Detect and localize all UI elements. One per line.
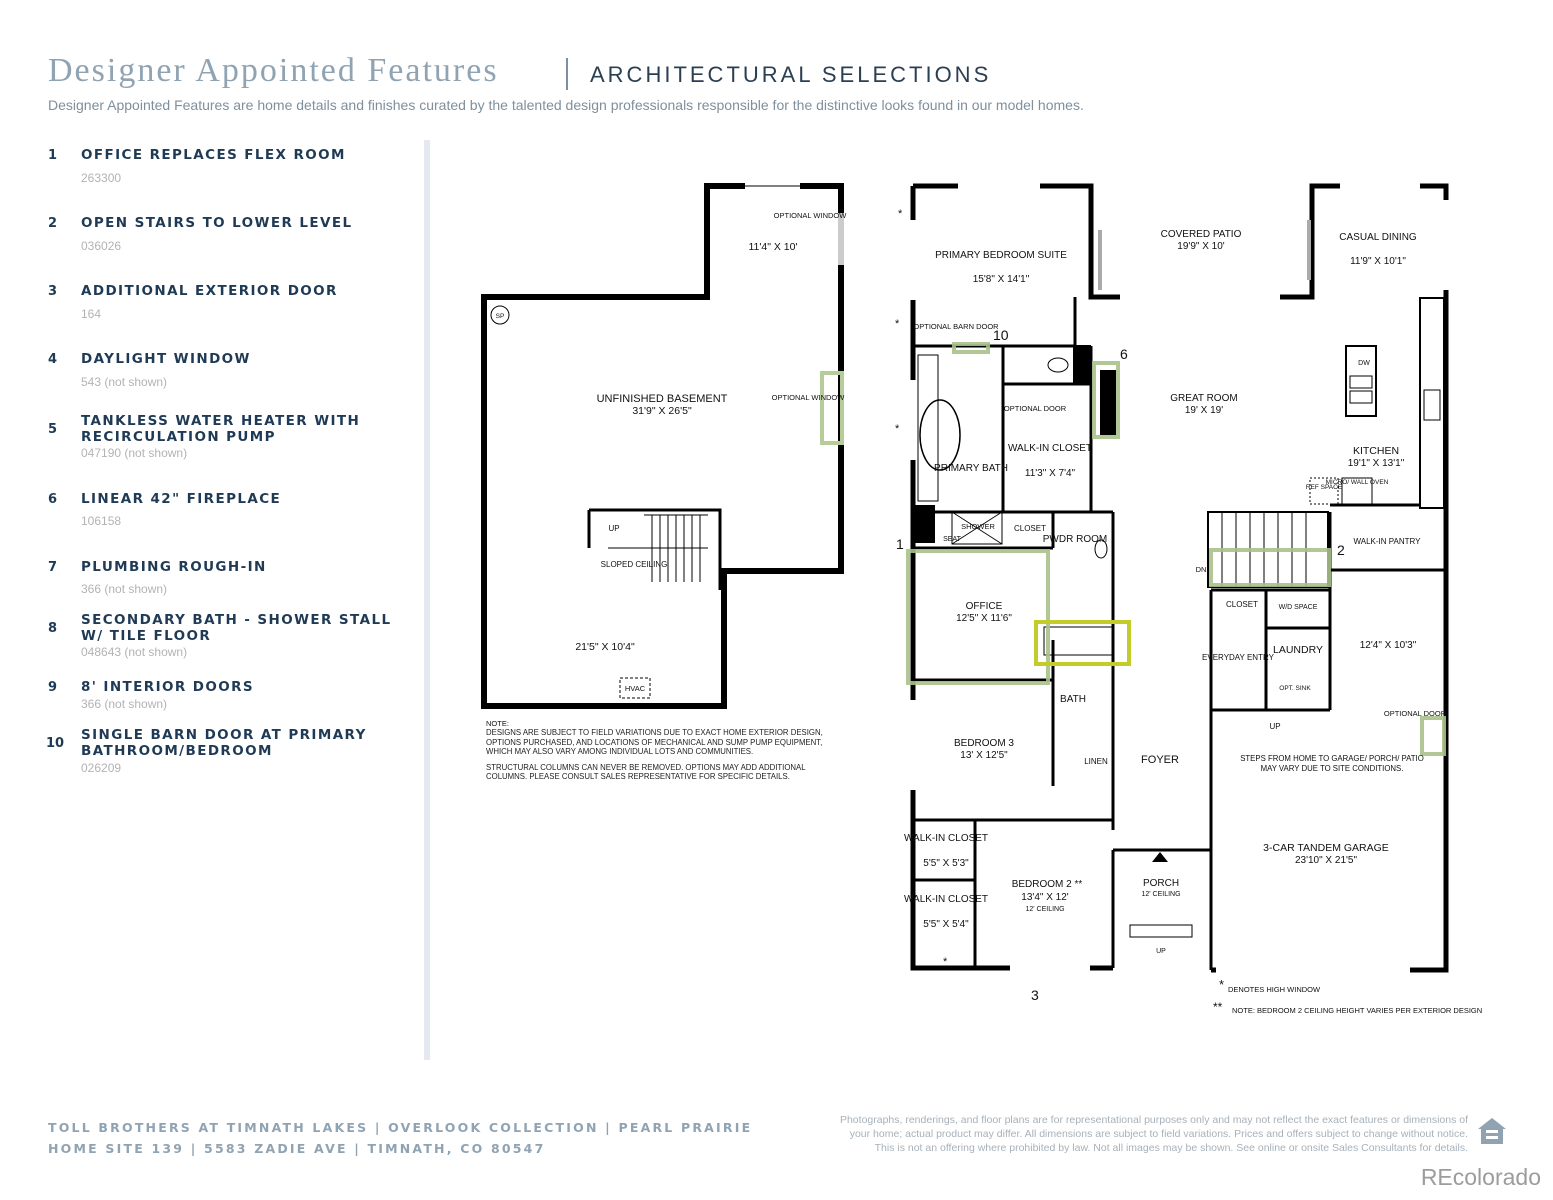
- room-label: COVERED PATIO: [1160, 229, 1242, 240]
- feature-name: DAYLIGHT WINDOW: [81, 351, 251, 367]
- footer-line: TOLL BROTHERS AT TIMNATH LAKES | OVERLOOK COLLECTION | PEARL PRAIRIE: [48, 1120, 753, 1135]
- stairs-down-label: DN: [1195, 565, 1207, 574]
- room-dim: 5'5" X 5'4": [923, 919, 969, 930]
- steps-note-text: STEPS FROM HOME TO GARAGE/ PORCH/ PATIO MAY VARY DUE TO SITE CONDITIONS.: [1240, 754, 1424, 773]
- feature-name: 8' INTERIOR DOORS: [81, 679, 255, 695]
- porch-up-label: UP: [1156, 948, 1166, 955]
- callout-number: 3: [1031, 987, 1039, 1003]
- room-label: OFFICE: [965, 601, 1003, 612]
- dishwasher-label: DW: [1358, 360, 1370, 367]
- optional-window-label: OPTIONAL WINDOW: [771, 393, 845, 402]
- watermark: REcolorado: [1420, 1164, 1541, 1190]
- room-dim: 15'8" X 14'1": [972, 274, 1030, 285]
- stairs-up-label: UP: [608, 524, 620, 533]
- bathtub-icon: [920, 400, 960, 470]
- steps-note: [1232, 754, 1432, 784]
- column-block: [913, 505, 935, 543]
- basement-window-right: [838, 213, 844, 265]
- callout-stairs: [1211, 550, 1329, 585]
- note-text: DESIGNS ARE SUBJECT TO FIELD VARIATIONS DUE TO EXACT HOME EXTERIOR DESIGN, OPTIONS PURCHASED, AND LOCATIONS OF MECHANICAL AND SUMP PUMP EQUIPMENT, WHICH MAY ALSO VARY AMONG INDIVIDUAL LOTS AND COMMUNITIES.: [486, 728, 823, 756]
- basement-stairs: [608, 515, 708, 582]
- feature-name: LINEAR 42" FIREPLACE: [81, 491, 282, 507]
- room-label: PORCH: [1142, 878, 1180, 889]
- wall-oven-label: MICRO/ WALL OVEN: [1325, 479, 1389, 486]
- callout-number: 6: [1120, 346, 1128, 362]
- porch-ceiling-label: 12' CEILING: [1141, 891, 1181, 898]
- room-label: PWDR ROOM: [1042, 534, 1108, 545]
- room-dim: 13' X 12'5": [960, 750, 1008, 761]
- bedroom2-note: NOTE: BEDROOM 2 CEILING HEIGHT VARIES PER EXTERIOR DESIGN: [1232, 1006, 1483, 1015]
- feature-number: 7: [48, 560, 58, 575]
- basement-plan: [484, 186, 841, 706]
- feature-number: 2: [48, 216, 58, 231]
- callout-exterior-door: [1422, 718, 1444, 754]
- basement-bottom-dim: 21'5" X 10'4": [575, 641, 635, 653]
- feature-name: OFFICE REPLACES FLEX ROOM: [81, 147, 346, 163]
- entry-arrow-icon: [1152, 852, 1168, 862]
- room-dim: 19'9" X 10': [1177, 241, 1225, 252]
- feature-code: 026209: [81, 761, 122, 775]
- room-dim: 23'10" X 21'5": [1294, 855, 1358, 866]
- feature-name: PLUMBING ROUGH-IN: [81, 559, 267, 575]
- room-dim: 11'9" X 10'1": [1350, 256, 1406, 267]
- disclaimer-line: This is not an offering where prohibited by law. Not all images may be shown. See online or onsite Sales Consultants for details.: [874, 1142, 1468, 1154]
- ref-space-label: REF SPACE: [1305, 484, 1343, 491]
- room-label: PRIMARY BEDROOM SUITE: [935, 250, 1067, 261]
- room-label: KITCHEN: [1352, 445, 1400, 457]
- room-label: WALK-IN CLOSET: [903, 894, 989, 905]
- high-window-marker: *: [898, 208, 903, 220]
- basement-room-label: UNFINISHED BASEMENT: [596, 393, 728, 405]
- feature-number: 8: [48, 621, 58, 636]
- disclaimer-line: your home; actual product may differ. All dimensions are subject to field variations. Prices and offers subject to change without notice.: [849, 1128, 1468, 1140]
- callout-number: 2: [1337, 542, 1345, 558]
- feature-code: 048643 (not shown): [81, 645, 188, 659]
- callout-number: 1: [896, 536, 904, 552]
- basement-top-dim: 11'4" X 10': [748, 241, 798, 253]
- high-window-note: DENOTES HIGH WINDOW: [1228, 985, 1321, 994]
- room-label: BEDROOM 2 **: [1011, 879, 1083, 890]
- note-label: NOTE:: [486, 719, 509, 728]
- room-dim: 11'3" X 7'4": [1024, 468, 1076, 479]
- sink-icon: [1350, 391, 1372, 403]
- basement-room-dim: 31'9" X 26'5": [632, 405, 692, 417]
- room-label: EVERYDAY ENTRY: [1202, 653, 1274, 662]
- linen-label: LINEN: [1084, 757, 1108, 766]
- fireplace-block: [1100, 370, 1116, 435]
- note-text: STRUCTURAL COLUMNS CAN NEVER BE REMOVED. OPTIONS MAY ADD ADDITIONAL COLUMNS. PLEASE CONSULT SALES REPRESENTATIVE FOR SPECIFIC DETAILS.: [486, 762, 806, 781]
- callout-number: 10: [993, 327, 1009, 343]
- feature-name: ADDITIONAL EXTERIOR DOOR: [81, 283, 338, 299]
- disclaimer-line: Photographs, renderings, and floor plans are for representational purposes only and may not reflect the exact features or dimensions of: [839, 1114, 1468, 1126]
- fireplace-block: [1073, 345, 1091, 383]
- equal-housing-icon: [1474, 1114, 1510, 1150]
- basement-notes: [486, 728, 846, 798]
- high-window-marker: *: [895, 423, 900, 435]
- closet-label: CLOSET: [1013, 524, 1047, 533]
- feature-code: 164: [81, 307, 102, 321]
- feature-number: 6: [48, 492, 58, 507]
- callout-highlights: [908, 344, 1444, 754]
- room-label: BEDROOM 3: [953, 738, 1015, 749]
- feature-number: 3: [48, 284, 58, 299]
- feature-code: 543 (not shown): [81, 375, 168, 389]
- bedroom2-ceiling-label: 12' CEILING: [1025, 906, 1065, 913]
- room-label: LAUNDRY: [1273, 644, 1323, 656]
- room-dim: 5'5" X 5'3": [923, 858, 969, 869]
- room-label: CASUAL DINING: [1339, 232, 1417, 243]
- closet-label: CLOSET: [1225, 600, 1259, 609]
- hvac-label: HVAC: [624, 684, 646, 693]
- room-label: WALK-IN CLOSET: [903, 833, 989, 844]
- feature-code: 366 (not shown): [81, 697, 168, 711]
- callout-barn-door: [954, 344, 988, 352]
- cooktop-icon: [1424, 390, 1440, 420]
- feature-code: 036026: [81, 239, 122, 253]
- high-window-marker: *: [895, 318, 900, 330]
- patio-door: [1307, 220, 1311, 280]
- feature-number: 9: [48, 680, 58, 695]
- seat-label: SEAT: [943, 536, 961, 543]
- wd-space-label: W/D SPACE: [1278, 604, 1318, 611]
- room-label: GREAT ROOM: [1170, 393, 1238, 404]
- feature-code: 263300: [81, 171, 122, 185]
- footer-disclaimer: [700, 1113, 1468, 1155]
- toilet-icon: [1048, 358, 1068, 372]
- feature-name: SINGLE BARN DOOR AT PRIMARY BATHROOM/BEDROOM: [81, 727, 367, 759]
- feature-code: 366 (not shown): [81, 582, 168, 596]
- room-dim: 13'4" X 12': [1021, 892, 1069, 903]
- feature-name: SECONDARY BATH - SHOWER STALL W/ TILE FLOOR: [81, 612, 392, 644]
- room-label: PRIMARY BATH: [934, 463, 1008, 474]
- feature-code: 047190 (not shown): [81, 446, 188, 460]
- room-label: BATH: [1060, 694, 1086, 705]
- shower-label: SHOWER: [961, 522, 995, 531]
- sump-label: SP: [495, 313, 505, 320]
- optional-door-label: OPTIONAL DOOR: [1383, 709, 1447, 718]
- feature-number: 1: [48, 148, 58, 163]
- feature-name: TANKLESS WATER HEATER WITH RECIRCULATION PUMP: [81, 413, 361, 445]
- pantry-label: WALK-IN PANTRY: [1353, 537, 1421, 546]
- patio-door: [1098, 230, 1102, 290]
- feature-number: 4: [48, 352, 58, 367]
- feature-name: OPEN STAIRS TO LOWER LEVEL: [81, 215, 353, 231]
- sink-icon: [1350, 376, 1372, 388]
- room-dim: 19' X 19': [1184, 405, 1224, 416]
- page-title: Designer Appointed Features: [48, 52, 499, 89]
- room-label: 3-CAR TANDEM GARAGE: [1263, 842, 1389, 854]
- page-subtitle: ARCHITECTURAL SELECTIONS: [590, 62, 992, 87]
- feature-number: 5: [48, 422, 58, 437]
- double-star-marker: **: [1213, 1000, 1223, 1014]
- room-label: WALK-IN CLOSET: [1007, 443, 1093, 454]
- room-dim: 12'5" X 11'6": [956, 613, 1012, 624]
- high-window-marker: *: [943, 956, 948, 968]
- opt-sink-label: OPT. SINK: [1279, 685, 1311, 692]
- intro-text: Designer Appointed Features are home details and finishes curated by the talented design professionals responsible for the distinctive looks found in our model homes.: [48, 97, 1084, 113]
- porch-step: [1130, 925, 1192, 937]
- feature-code: 106158: [81, 514, 122, 528]
- footer-line: HOME SITE 139 | 5583 ZADIE AVE | TIMNATH, CO 80547: [48, 1141, 546, 1156]
- footer-address: [48, 1117, 752, 1159]
- room-dim: 12'4" X 10'3": [1359, 640, 1417, 651]
- room-dim: 19'1" X 13'1": [1347, 458, 1405, 469]
- optional-window-label: OPTIONAL WINDOW: [773, 211, 847, 220]
- garage-up-label: UP: [1269, 722, 1281, 731]
- feature-number: 10: [46, 736, 65, 751]
- room-label: FOYER: [1141, 754, 1179, 766]
- optional-door-label: OPTIONAL DOOR: [1003, 404, 1067, 413]
- sloped-ceiling-label: SLOPED CEILING: [600, 560, 668, 569]
- high-window-marker: *: [1219, 977, 1225, 992]
- optional-barn-door-label: OPTIONAL BARN DOOR: [913, 322, 999, 331]
